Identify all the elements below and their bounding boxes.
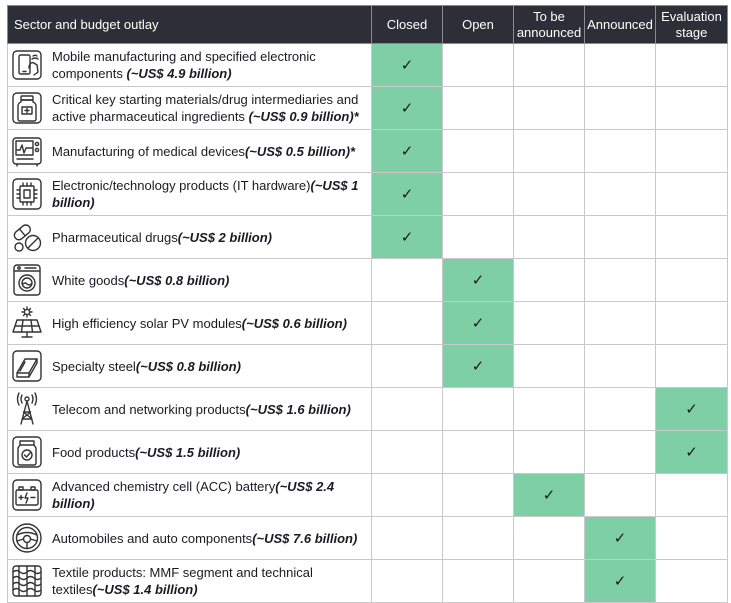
food-package-icon [11, 435, 43, 469]
evaluation-status-cell [656, 130, 728, 173]
announced-status-cell [585, 474, 656, 517]
steel-beam-icon [11, 349, 43, 383]
evaluation-column-header: Evaluation stage [656, 6, 728, 44]
sector-name: Specialty steel [52, 358, 136, 374]
check-mark-icon: ✓ [613, 528, 627, 547]
sector-name: Mobile manufacturing and specified electronic components [52, 49, 316, 81]
to-be-announced-status-cell [514, 130, 585, 173]
evaluation-status-cell [656, 431, 728, 474]
check-mark-icon: ✓ [613, 571, 627, 590]
table-row [8, 431, 728, 474]
sector-cell [8, 345, 372, 388]
announced-status-cell [585, 345, 656, 388]
table-row [8, 130, 728, 173]
sector-cell [8, 388, 372, 431]
to-be-announced-status-cell [514, 216, 585, 259]
sector-name: Textile products: MMF segment and technical textiles [52, 565, 313, 597]
announced-status-cell [585, 560, 656, 603]
open-status-cell [443, 259, 514, 302]
table-row [8, 87, 728, 130]
table-row [8, 302, 728, 345]
sector-budget: (~US$ 1.6 billion) [245, 401, 351, 417]
sector-budget: (~US$ 0.5 billion)* [244, 143, 356, 159]
to-be-announced-status-cell [514, 474, 585, 517]
evaluation-status-cell [656, 44, 728, 87]
sector-name: High efficiency solar PV modules [52, 315, 242, 331]
to-be-announced-status-cell [514, 302, 585, 345]
open-status-cell [443, 345, 514, 388]
to-be-announced-status-cell [514, 44, 585, 87]
solar-panel-icon [11, 306, 43, 340]
closed-status-cell [372, 474, 443, 517]
announced-status-cell [585, 130, 656, 173]
table-row [8, 474, 728, 517]
announced-status-cell [585, 431, 656, 474]
open-status-cell [443, 517, 514, 560]
announced-column-header: Announced [585, 6, 656, 44]
check-mark-icon: ✓ [400, 141, 414, 160]
closed-status-cell [372, 431, 443, 474]
announced-status-cell [585, 87, 656, 130]
sector-cell [8, 474, 372, 517]
evaluation-status-cell [656, 560, 728, 603]
table-row [8, 388, 728, 431]
open-status-cell [443, 560, 514, 603]
table-row [8, 173, 728, 216]
check-mark-icon: ✓ [685, 442, 698, 461]
sector-name: Electronic/technology products (IT hardware) [52, 178, 311, 193]
table-row [8, 560, 728, 603]
sector-cell [8, 517, 372, 560]
check-mark-icon: ✓ [471, 356, 485, 375]
sector-cell [8, 302, 372, 345]
announced-status-cell [585, 44, 656, 87]
sector-budget: (~US$ 1.4 billion) [92, 582, 198, 597]
sector-cell [8, 130, 372, 173]
to-be-announced-status-cell [514, 431, 585, 474]
sector-column-header: Sector and budget outlay [8, 6, 372, 44]
open-status-cell [443, 130, 514, 173]
mobile-phone-icon [11, 48, 43, 82]
to-be-announced-status-cell [514, 173, 585, 216]
sector-cell [8, 87, 372, 130]
sector-budget: (~US$ 2.4 billion) [52, 479, 335, 511]
sector-cell [8, 431, 372, 474]
sector-name: Telecom and networking products [52, 401, 246, 417]
table-header-row [8, 6, 728, 44]
sector-budget: (~US$ 2 billion) [177, 229, 272, 245]
battery-icon [11, 478, 43, 512]
to-be-announced-status-cell [514, 345, 585, 388]
closed-status-cell [372, 130, 443, 173]
sector-budget: (~US$ 0.6 billion) [241, 315, 347, 331]
sector-name: Food products [52, 444, 136, 460]
closed-status-cell [372, 87, 443, 130]
telecom-tower-icon [11, 392, 43, 426]
open-column-header: Open [443, 6, 514, 44]
closed-status-cell [372, 259, 443, 302]
closed-status-cell [372, 173, 443, 216]
open-status-cell [443, 216, 514, 259]
washing-machine-icon [11, 263, 43, 297]
to-be-announced-status-cell [514, 87, 585, 130]
open-status-cell [443, 302, 514, 345]
medical-monitor-icon [11, 134, 43, 168]
textile-fabric-icon [11, 564, 43, 598]
sector-budget: (~US$ 4.9 billion) [126, 66, 232, 81]
evaluation-status-cell [656, 345, 728, 388]
closed-status-cell [372, 388, 443, 431]
sector-cell [8, 44, 372, 87]
sector-budget: (~US$ 1 billion) [52, 178, 359, 210]
check-mark-icon: ✓ [400, 184, 414, 203]
check-mark-icon: ✓ [471, 313, 485, 332]
sector-name: Manufacturing of medical devices [52, 143, 245, 159]
check-mark-icon: ✓ [542, 485, 556, 504]
evaluation-status-cell [656, 259, 728, 302]
evaluation-status-cell [656, 517, 728, 560]
sector-name: Critical key starting materials/drug intermediaries and active pharmaceutical ingredients [52, 92, 359, 124]
evaluation-status-cell [656, 87, 728, 130]
announced-status-cell [585, 517, 656, 560]
closed-status-cell [372, 345, 443, 388]
to-be-announced-status-cell [514, 517, 585, 560]
check-mark-icon: ✓ [400, 227, 414, 246]
to-be-announced-status-cell [514, 560, 585, 603]
to-be-announced-column-header: To be announced [514, 6, 585, 44]
closed-status-cell [372, 44, 443, 87]
check-mark-icon: ✓ [400, 98, 414, 117]
announced-status-cell [585, 302, 656, 345]
open-status-cell [443, 173, 514, 216]
table-row [8, 345, 728, 388]
evaluation-status-cell [656, 216, 728, 259]
microchip-icon [11, 177, 43, 211]
closed-column-header: Closed [372, 6, 443, 44]
evaluation-status-cell [656, 388, 728, 431]
closed-status-cell [372, 560, 443, 603]
sector-name: Pharmaceutical drugs [52, 229, 178, 245]
table-row [8, 517, 728, 560]
sector-budget: (~US$ 0.8 billion) [135, 358, 241, 374]
evaluation-status-cell [656, 474, 728, 517]
to-be-announced-status-cell [514, 259, 585, 302]
open-status-cell [443, 474, 514, 517]
table-row [8, 259, 728, 302]
open-status-cell [443, 44, 514, 87]
sector-budget: (~US$ 0.9 billion)* [248, 109, 359, 124]
sector-budget: (~US$ 0.8 billion) [124, 272, 230, 288]
check-mark-icon: ✓ [471, 270, 485, 289]
medicine-bottle-icon [11, 91, 43, 125]
open-status-cell [443, 431, 514, 474]
open-status-cell [443, 388, 514, 431]
sector-cell [8, 173, 372, 216]
open-status-cell [443, 87, 514, 130]
closed-status-cell [372, 517, 443, 560]
check-mark-icon: ✓ [685, 399, 698, 418]
announced-status-cell [585, 173, 656, 216]
pli-sector-status-table [7, 5, 728, 603]
pills-icon [11, 220, 43, 254]
closed-status-cell [372, 302, 443, 345]
sector-budget: (~US$ 7.6 billion) [252, 530, 358, 546]
sector-cell [8, 259, 372, 302]
steering-wheel-icon [11, 521, 43, 555]
closed-status-cell [372, 216, 443, 259]
evaluation-status-cell [656, 173, 728, 216]
announced-status-cell [585, 388, 656, 431]
table-row [8, 216, 728, 259]
sector-cell [8, 216, 372, 259]
table-row [8, 44, 728, 87]
sector-name: White goods [52, 272, 125, 288]
check-mark-icon: ✓ [400, 55, 414, 74]
sector-name: Automobiles and auto components [52, 530, 253, 546]
evaluation-status-cell [656, 302, 728, 345]
announced-status-cell [585, 216, 656, 259]
to-be-announced-status-cell [514, 388, 585, 431]
sector-name: Advanced chemistry cell (ACC) battery [52, 479, 276, 494]
sector-budget: (~US$ 1.5 billion) [135, 444, 241, 460]
sector-cell [8, 560, 372, 603]
announced-status-cell [585, 259, 656, 302]
